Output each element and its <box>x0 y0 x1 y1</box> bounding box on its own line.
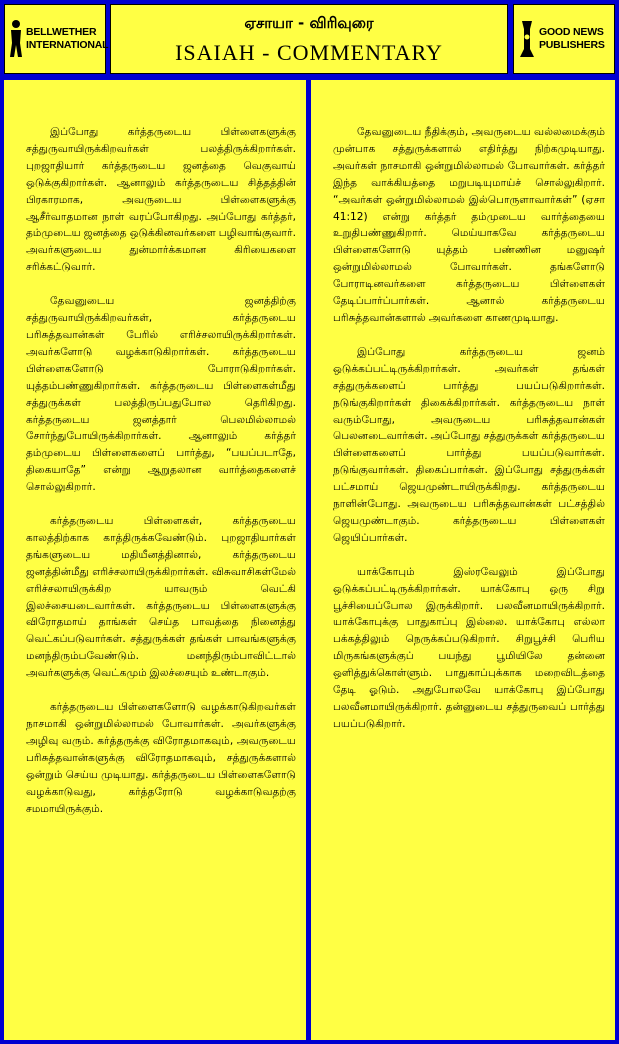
logo-left-line1: BELLWETHER <box>26 26 97 38</box>
paragraph: கர்த்தருடைய பிள்ளைகளோடு வழக்காடுகிறவர்கள் நாசமாகி ஒன்றுமில்லாமல் போவார்கள். அவர்களுக்கு அழிவு வரும். கர்த்தருக்கு விரோதமாகவும், அவருடைய பரிசுத்தவான்களுக்கு விரோதமாகவும், சத்துருக்களால் ஒன்றும் செய்ய முடியாது. கர்த்தருடைய பிள்ளைகளோடு வழக்காடுவது, கர்த்தரோடு வழக்காடுவதற்கு சமமாயிருக்கும். <box>26 701 296 815</box>
trumpet-icon <box>518 19 536 59</box>
logo-left-line2: INTERNATIONAL <box>26 39 109 51</box>
logo-right <box>513 4 615 74</box>
paragraph: இப்போது கர்த்தருடைய ஜனம் ஒடுக்கப்பட்டிருக்கிறார்கள். அவர்கள் தங்கள் சத்துருக்களைப் பார்த்து பயப்படுகிறார்கள். நடுங்குகிறார்கள் திகைக்கிறார்கள். கர்த்தருடைய நாள் வரும்போது, அவருடைய பரிசுத்தவான்கள் பெலனடைவார்கள். அப்போது சத்துருக்கள் கர்த்தருடைய பிள்ளைகளைப் பார்த்து பயப்படுவார்கள். நடுங்குவார்கள். திகைப்பார்கள். இப்போது சத்துருக்கள் பட்சமாய் ஜெயமுண்டாயிருக்கிறது. கர்த்தருடைய நாளின்போது. அவருடைய பரிசுத்தவான்கள் பட்சத்தில் ஜெயமுண்டாகும். கர்த்தருடைய பிள்ளைகள் ஜெயிப்பார்கள். <box>333 345 605 544</box>
paragraph: தேவனுடைய ஜனத்திற்கு சத்துருவாயிருக்கிறவர்கள், கர்த்தருடைய பரிசுத்தவான்கள் பேரில் எரிச்சலாயிருக்கிறார்கள். அவர்களோடு வழக்காடுகிறார்கள். கர்த்தருடைய பிள்ளைகளோடு போராடுகிறார்கள். யுத்தம்பண்ணுகிறார்கள். கர்த்தருடைய பிள்ளைகள்மீது சத்துருக்கள் பலத்திருப்பதுபோல தெரிகிறது. கர்த்தருடைய ஜனத்தார் பெலமில்லாமல் சோர்ந்துபோயிருக்கிறார்கள். ஆனாலும் கர்த்தர் தம்முடைய பிள்ளைகளைப் பார்த்து, “பயப்படாதே, திகையாதே” என்று ஆறுதலான வார்த்தைகளைச் சொல்லுகிறார். <box>26 295 296 494</box>
paragraph: யாக்கோபும் இஸ்ரவேலும் இப்போது ஒடுக்கப்பட்டிருக்கிறார்கள். யாக்கோபு ஒரு சிறு பூச்சியைப்போல இருக்கிறார். பலவீனமாயிருக்கிறார். யாக்கோபுக்கு பாதுகாப்பு இல்லை. யாக்கோபு எல்லா பக்கத்திலும் நெருக்கப்படுகிறார். சிறுபூச்சி பெரிய மிருகங்களுக்குப் பயந்து பூமியிலே தன்னை ஒளித்துக்கொள்ளும். பாதுகாப்புக்காக மறைவிடத்தை தேடி ஓடும். அதுபோலவே யாக்கோபு இப்போது பலவீனமாயிருக்கிறார். தன்னுடைய சத்துருவைப் பார்த்து பயப்படுகிறார். <box>333 565 605 730</box>
person-icon <box>9 19 23 59</box>
logo-left <box>4 4 109 74</box>
paragraph: தேவனுடைய நீதிக்கும், அவருடைய வல்லமைக்கும் முன்பாக சத்துருக்களால் எதிர்த்து நிற்கமுடியாது. அவர்கள் நாசமாகி ஒன்றுமில்லாமல் போவார்கள். கர்த்தர் இந்த வாக்கியத்தை மறுபடியுமாய்ச் சொல்லுகிறார். “அவர்கள் ஒன்றுமில்லாமல் இல்பொருளாவார்கள்” (ஏசா 41:12) என்று கர்த்தர் தம்முடைய வார்த்தையை உறுதிபண்ணுகிறார். மெய்யாகவே கர்த்தருடைய பிள்ளைகளோடு யுத்தம் பண்ணின மனுஷர் ஒன்றுமில்லாமல் போவார்கள். தங்களோடு போராடினவர்களை கர்த்தருடைய பிள்ளைகள் தேடிப்பார்ப்பார்கள். ஆனால் கர்த்தருடைய பரிசுத்தவான்களால் அவர்களை காணமுடியாது. <box>333 126 605 324</box>
paragraph: இப்போது கர்த்தருடைய பிள்ளைகளுக்கு சத்துருவாயிருக்கிறவர்கள் பலத்திருக்கிறார்கள். புறஜாதியார் கர்த்தருடைய ஜனத்தை வெகுவாய் ஒடுக்குகிறார்கள். ஆனாலும் கர்த்தருடைய சித்தத்தின் பிரகாரமாக, அவருடைய பிள்ளைகளுக்கு ஆசீர்வாதமான நாள் வரப்போகிறது. அப்போது கர்த்தர், தம்முடைய ஜனத்தை ஒடுக்கினவர்களை பழிவாங்குவார். அவர்களுடைய துன்மார்க்கமான கிரியைகளை சரிக்கட்டுவார். <box>26 126 296 274</box>
right-column <box>311 80 615 1040</box>
left-column <box>4 80 306 1040</box>
page-title-english: ISAIAH - COMMENTARY <box>175 40 443 65</box>
logo-right-line1: GOOD NEWS <box>539 26 604 38</box>
title-banner <box>110 4 508 74</box>
paragraph: கர்த்தருடைய பிள்ளைகள், கர்த்தருடைய காலத்திற்காக காத்திருக்கவேண்டும். புறஜாதியார்கள் தங்களுடைய மதியீனத்தினால், கர்த்தருடைய ஜனத்தின்மீது எரிச்சலாயிருக்கிறார்கள். விசுவாசிகள்மேல் எரிச்சலாயிருக்கிற யாவரும் வெட்கி இலச்சையடைவார்கள். கர்த்தருடைய பிள்ளைகளுக்கு விரோதமாய் தாங்கள் செய்த பாவத்தை நினைத்து வெட்கப்படுவார்கள். சத்துருக்கள் தங்கள் பாவங்களுக்கு மனந்திரும்பவேண்டும். மனந்திரும்பாவிட்டால் அவர்களுக்கு வெட்கமும் இலச்சையும் உண்டாகும். <box>26 515 296 680</box>
logo-right-line2: PUBLISHERS <box>539 39 605 51</box>
page-title-tamil: ஏசாயா - விரிவுரை <box>244 14 374 32</box>
